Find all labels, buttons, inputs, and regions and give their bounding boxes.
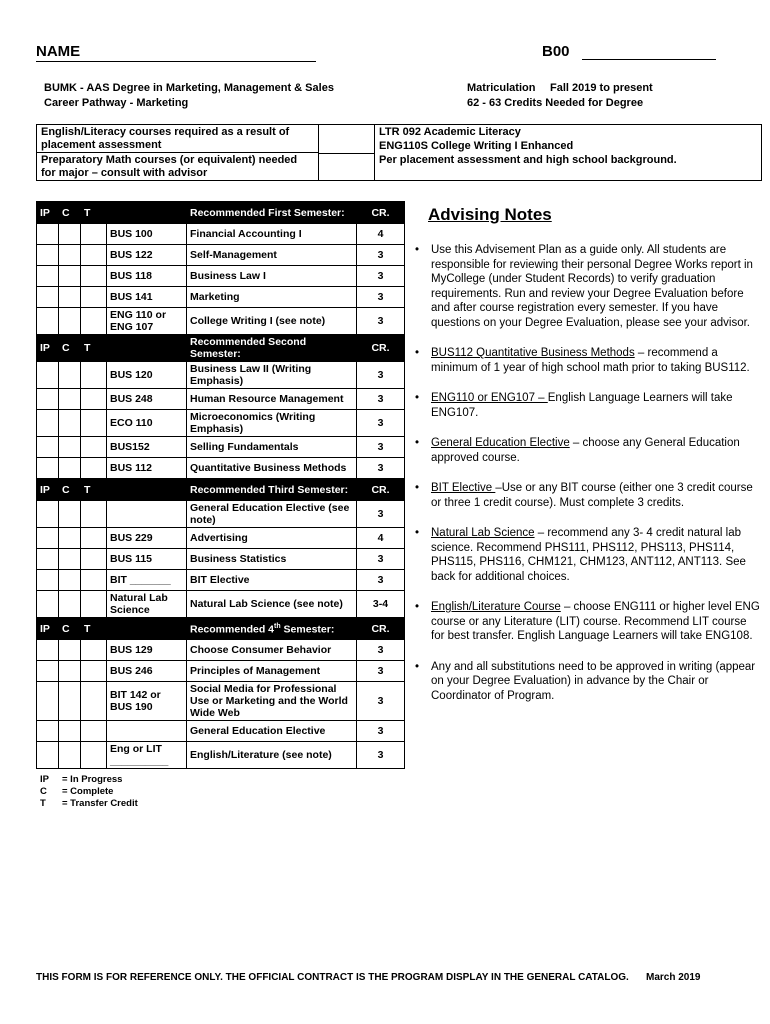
course-row xyxy=(37,287,405,308)
placement-box xyxy=(36,124,762,181)
course-code: ECO 110 xyxy=(107,410,187,437)
course-credits: 3 xyxy=(357,682,405,721)
semester-title: Recommended First Semester: xyxy=(187,202,357,224)
transfer-checkbox-cell[interactable] xyxy=(81,287,107,308)
course-credits: 3 xyxy=(357,437,405,458)
footer-date: March 2019 xyxy=(646,972,701,983)
course-title: Selling Fundamentals xyxy=(187,437,357,458)
english-requirement: English/Literacy courses required as a result of placement assessment xyxy=(37,125,319,153)
semester-title xyxy=(187,618,357,640)
english-course-2: ENG110S College Writing I Enhanced xyxy=(379,140,574,152)
course-plan-table xyxy=(36,201,405,769)
semester-title: Recommended Second Semester: xyxy=(187,335,357,362)
complete-checkbox-cell[interactable] xyxy=(59,591,81,618)
transfer-checkbox-cell[interactable] xyxy=(81,389,107,410)
complete-checkbox-cell[interactable] xyxy=(59,287,81,308)
course-code: BUS 246 xyxy=(107,661,187,682)
course-row xyxy=(37,682,405,721)
transfer-checkbox-cell[interactable] xyxy=(81,640,107,661)
transfer-checkbox-cell[interactable] xyxy=(81,501,107,528)
course-row xyxy=(37,410,405,437)
course-row xyxy=(37,640,405,661)
course-row xyxy=(37,308,405,335)
complete-checkbox-cell[interactable] xyxy=(59,501,81,528)
advising-note xyxy=(412,660,762,704)
note-topic: Natural Lab Science xyxy=(431,527,535,539)
course-title: Choose Consumer Behavior xyxy=(187,640,357,661)
ip-checkbox-cell[interactable] xyxy=(37,742,59,769)
transfer-checkbox-cell[interactable] xyxy=(81,410,107,437)
course-row xyxy=(37,528,405,549)
transfer-checkbox-cell[interactable] xyxy=(81,528,107,549)
math-requirement-spacer xyxy=(319,153,375,181)
course-credits: 3 xyxy=(357,661,405,682)
complete-checkbox-cell[interactable] xyxy=(59,549,81,570)
credits-column-header: CR. xyxy=(357,479,405,501)
note-text: –Use or any BIT course (either one 3 credit course or three 1 credit course). Must complete 3 credits. xyxy=(431,482,753,509)
course-row xyxy=(37,245,405,266)
course-row xyxy=(37,549,405,570)
course-code: Eng or LIT __________ xyxy=(107,742,187,769)
bullet-icon: • xyxy=(415,527,420,539)
course-row xyxy=(37,570,405,591)
ip-checkbox-cell[interactable] xyxy=(37,266,59,287)
note-topic: ENG110 or ENG107 – xyxy=(431,392,548,404)
advising-notes-list xyxy=(412,243,762,719)
transfer-checkbox-cell[interactable] xyxy=(81,245,107,266)
course-title: Business Law I xyxy=(187,266,357,287)
course-code xyxy=(107,721,187,742)
complete-checkbox-cell[interactable] xyxy=(59,410,81,437)
course-title: Natural Lab Science (see note) xyxy=(187,591,357,618)
credits-needed: 62 - 63 Credits Needed for Degree xyxy=(467,97,644,109)
course-title: General Education Elective xyxy=(187,721,357,742)
course-row xyxy=(37,591,405,618)
ip-checkbox-cell[interactable] xyxy=(37,437,59,458)
complete-checkbox-cell[interactable] xyxy=(59,245,81,266)
ip-checkbox-cell[interactable] xyxy=(37,721,59,742)
course-title: Business Law II (Writing Emphasis) xyxy=(187,362,357,389)
ip-checkbox-cell[interactable] xyxy=(37,224,59,245)
name-label: NAME xyxy=(36,43,81,60)
status-column-header: C xyxy=(59,335,81,362)
course-title: Business Statistics xyxy=(187,549,357,570)
course-row xyxy=(37,742,405,769)
career-pathway: Career Pathway - Marketing xyxy=(44,97,189,109)
legend-value: = In Progress xyxy=(62,774,123,785)
status-column-header: C xyxy=(59,202,81,224)
course-row xyxy=(37,501,405,528)
bullet-icon: • xyxy=(415,347,420,359)
student-id-field xyxy=(542,43,716,61)
course-credits: 3 xyxy=(357,501,405,528)
note-topic: BUS112 Quantitative Business Methods xyxy=(431,347,635,359)
footer-disclaimer: THIS FORM IS FOR REFERENCE ONLY. THE OFFICIAL CONTRACT IS THE PROGRAM DISPLAY IN THE GENERAL CATALOG. xyxy=(36,972,629,983)
transfer-checkbox-cell[interactable] xyxy=(81,742,107,769)
course-credits: 3 xyxy=(357,742,405,769)
complete-checkbox-cell[interactable] xyxy=(59,362,81,389)
ip-checkbox-cell[interactable] xyxy=(37,528,59,549)
complete-checkbox-cell[interactable] xyxy=(59,458,81,479)
course-row xyxy=(37,389,405,410)
english-requirement-spacer xyxy=(319,125,375,153)
ip-checkbox-cell[interactable] xyxy=(37,458,59,479)
course-row xyxy=(37,437,405,458)
code-column-header xyxy=(107,335,187,362)
course-code xyxy=(107,501,187,528)
course-credits: 3 xyxy=(357,389,405,410)
credits-column-header: CR. xyxy=(357,618,405,640)
legend-entry xyxy=(40,786,138,798)
credits-column-header: CR. xyxy=(357,335,405,362)
matriculation-value: Fall 2019 to present xyxy=(550,82,653,94)
note-text: – recommend a minimum of 1 year of high school math prior to taking BUS112. xyxy=(431,347,750,374)
course-credits: 3 xyxy=(357,640,405,661)
status-column-header: T xyxy=(81,335,107,362)
semester-title-part: Recommended 4 xyxy=(190,623,275,636)
transfer-checkbox-cell[interactable] xyxy=(81,549,107,570)
course-row xyxy=(37,721,405,742)
transfer-checkbox-cell[interactable] xyxy=(81,437,107,458)
transfer-checkbox-cell[interactable] xyxy=(81,458,107,479)
legend xyxy=(40,774,138,810)
code-column-header xyxy=(107,479,187,501)
advising-note xyxy=(412,526,762,584)
note-text: English Language Learners will take ENG107. xyxy=(431,392,733,419)
course-code: BUS 118 xyxy=(107,266,187,287)
ip-checkbox-cell[interactable] xyxy=(37,661,59,682)
course-title: Human Resource Management xyxy=(187,389,357,410)
status-column-header: T xyxy=(81,618,107,640)
course-code: BIT 142 or BUS 190 xyxy=(107,682,187,721)
course-title: College Writing I (see note) xyxy=(187,308,357,335)
status-column-header: T xyxy=(81,202,107,224)
ip-checkbox-cell[interactable] xyxy=(37,362,59,389)
legend-key: T xyxy=(40,798,46,809)
math-note: Per placement assessment and high school background. xyxy=(379,154,677,166)
course-code: BIT _______ xyxy=(107,570,187,591)
course-code: ENG 110 or ENG 107 xyxy=(107,308,187,335)
legend-entry xyxy=(40,774,138,786)
ip-checkbox-cell[interactable] xyxy=(37,640,59,661)
legend-value: = Complete xyxy=(62,786,114,797)
status-column-header: IP xyxy=(37,202,59,224)
advising-note xyxy=(412,600,762,644)
status-column-header: C xyxy=(59,479,81,501)
bullet-icon: • xyxy=(415,601,420,613)
course-code: BUS 248 xyxy=(107,389,187,410)
course-title: Self-Management xyxy=(187,245,357,266)
transfer-checkbox-cell[interactable] xyxy=(81,682,107,721)
course-credits: 3 xyxy=(357,410,405,437)
course-title: Microeconomics (Writing Emphasis) xyxy=(187,410,357,437)
course-credits: 3 xyxy=(357,570,405,591)
semester-header xyxy=(37,202,405,224)
student-id-label: B00 xyxy=(542,43,570,60)
legend-key: IP xyxy=(40,774,49,785)
course-row xyxy=(37,266,405,287)
course-title: Social Media for Professional Use or Marketing and the World Wide Web xyxy=(187,682,357,721)
transfer-checkbox-cell[interactable] xyxy=(81,224,107,245)
course-row xyxy=(37,661,405,682)
course-title: Marketing xyxy=(187,287,357,308)
advising-note xyxy=(412,481,762,510)
course-credits: 3 xyxy=(357,287,405,308)
transfer-checkbox-cell[interactable] xyxy=(81,661,107,682)
code-column-header xyxy=(107,202,187,224)
bullet-icon: • xyxy=(415,437,420,449)
advising-note xyxy=(412,243,762,330)
course-credits: 3 xyxy=(357,721,405,742)
course-credits: 3 xyxy=(357,266,405,287)
ip-checkbox-cell[interactable] xyxy=(37,591,59,618)
complete-checkbox-cell[interactable] xyxy=(59,308,81,335)
matriculation-label: Matriculation xyxy=(467,82,536,94)
course-code: BUS 112 xyxy=(107,458,187,479)
course-credits: 3 xyxy=(357,245,405,266)
complete-checkbox-cell[interactable] xyxy=(59,528,81,549)
status-column-header: IP xyxy=(37,618,59,640)
semester-header xyxy=(37,479,405,501)
semester-title: Recommended Third Semester: xyxy=(187,479,357,501)
course-code: BUS 122 xyxy=(107,245,187,266)
status-column-header: C xyxy=(59,618,81,640)
course-code: BUS 120 xyxy=(107,362,187,389)
ip-checkbox-cell[interactable] xyxy=(37,682,59,721)
ip-checkbox-cell[interactable] xyxy=(37,549,59,570)
course-code: Natural Lab Science xyxy=(107,591,187,618)
course-title: Principles of Management xyxy=(187,661,357,682)
english-course-1: LTR 092 Academic Literacy xyxy=(379,126,521,138)
complete-checkbox-cell[interactable] xyxy=(59,721,81,742)
complete-checkbox-cell[interactable] xyxy=(59,266,81,287)
ip-checkbox-cell[interactable] xyxy=(37,570,59,591)
course-code: BUS152 xyxy=(107,437,187,458)
transfer-checkbox-cell[interactable] xyxy=(81,266,107,287)
note-topic: English/Literature Course xyxy=(431,601,561,613)
student-id-line xyxy=(582,59,716,60)
legend-value: = Transfer Credit xyxy=(62,798,138,809)
course-code: BUS 100 xyxy=(107,224,187,245)
ip-checkbox-cell[interactable] xyxy=(37,410,59,437)
credits-column-header: CR. xyxy=(357,202,405,224)
transfer-checkbox-cell[interactable] xyxy=(81,591,107,618)
status-column-header: IP xyxy=(37,335,59,362)
course-credits: 3 xyxy=(357,549,405,570)
ip-checkbox-cell[interactable] xyxy=(37,389,59,410)
note-topic: BIT Elective xyxy=(431,482,496,494)
transfer-checkbox-cell[interactable] xyxy=(81,362,107,389)
course-code: BUS 229 xyxy=(107,528,187,549)
complete-checkbox-cell[interactable] xyxy=(59,437,81,458)
ip-checkbox-cell[interactable] xyxy=(37,308,59,335)
ip-checkbox-cell[interactable] xyxy=(37,287,59,308)
ip-checkbox-cell[interactable] xyxy=(37,501,59,528)
bullet-icon: • xyxy=(415,482,420,494)
note-text: – recommend any 3- 4 credit natural lab science. Recommend PHS111, PHS112, PHS113, PHS114, PHS115, PHS116, CHM121, CHM123, ANT112, ANT113. See back for additional choices. xyxy=(431,527,746,583)
advising-note xyxy=(412,436,762,465)
course-title: Financial Accounting I xyxy=(187,224,357,245)
semester-header xyxy=(37,618,405,640)
note-text: Use this Advisement Plan as a guide only. All students are responsible for reviewing their personal Degree Works report in MyCollege (under Student Records) to verify graduation requirements. Run and review your Degree Evaluation before and after course registration every semester. If you have questions on your Degree Evaluation, please see your advisor. xyxy=(431,244,753,329)
course-title: English/Literature (see note) xyxy=(187,742,357,769)
complete-checkbox-cell[interactable] xyxy=(59,661,81,682)
bullet-icon: • xyxy=(415,244,420,256)
course-code: BUS 129 xyxy=(107,640,187,661)
course-title: Advertising xyxy=(187,528,357,549)
complete-checkbox-cell[interactable] xyxy=(59,389,81,410)
course-title: General Education Elective (see note) xyxy=(187,501,357,528)
course-credits: 4 xyxy=(357,528,405,549)
status-column-header: IP xyxy=(37,479,59,501)
complete-checkbox-cell[interactable] xyxy=(59,570,81,591)
note-text: – choose ENG111 or higher level ENG course or any Literature (LIT) course. Recommend LIT course for best transfer. English Language Learners will take ENG108. xyxy=(431,601,760,642)
course-credits: 3 xyxy=(357,308,405,335)
transfer-checkbox-cell[interactable] xyxy=(81,570,107,591)
note-topic: General Education Elective xyxy=(431,437,570,449)
status-column-header: T xyxy=(81,479,107,501)
code-column-header xyxy=(107,618,187,640)
transfer-checkbox-cell[interactable] xyxy=(81,308,107,335)
course-row xyxy=(37,362,405,389)
bullet-icon: • xyxy=(415,392,420,404)
legend-key: C xyxy=(40,786,47,797)
bullet-icon: • xyxy=(415,660,420,673)
course-title: Quantitative Business Methods xyxy=(187,458,357,479)
course-credits: 3-4 xyxy=(357,591,405,618)
complete-checkbox-cell[interactable] xyxy=(59,682,81,721)
advising-note xyxy=(412,391,762,420)
note-text: Any and all substitutions need to be approved in writing (appear on your Degree Evaluation) in advance by the Chair or Coordinator of Program. xyxy=(431,660,756,702)
complete-checkbox-cell[interactable] xyxy=(59,742,81,769)
course-credits: 4 xyxy=(357,224,405,245)
math-requirement: Preparatory Math courses (or equivalent) needed for major – consult with advisor xyxy=(37,153,319,181)
complete-checkbox-cell[interactable] xyxy=(59,640,81,661)
course-row xyxy=(37,224,405,245)
course-code: BUS 115 xyxy=(107,549,187,570)
note-text: – choose any General Education approved course. xyxy=(431,437,740,464)
program-name: BUMK - AAS Degree in Marketing, Management & Sales xyxy=(44,82,334,94)
course-credits: 3 xyxy=(357,458,405,479)
advising-notes-title: Advising Notes xyxy=(428,205,552,224)
name-field xyxy=(36,43,316,62)
semester-header xyxy=(37,335,405,362)
advising-note xyxy=(412,346,762,375)
course-code: BUS 141 xyxy=(107,287,187,308)
course-row xyxy=(37,458,405,479)
semester-title-part: Semester: xyxy=(280,623,335,636)
course-title: BIT Elective xyxy=(187,570,357,591)
complete-checkbox-cell[interactable] xyxy=(59,224,81,245)
course-credits: 3 xyxy=(357,362,405,389)
transfer-checkbox-cell[interactable] xyxy=(81,721,107,742)
ip-checkbox-cell[interactable] xyxy=(37,245,59,266)
semester-title-superscript: th xyxy=(274,623,281,631)
legend-entry xyxy=(40,798,138,810)
